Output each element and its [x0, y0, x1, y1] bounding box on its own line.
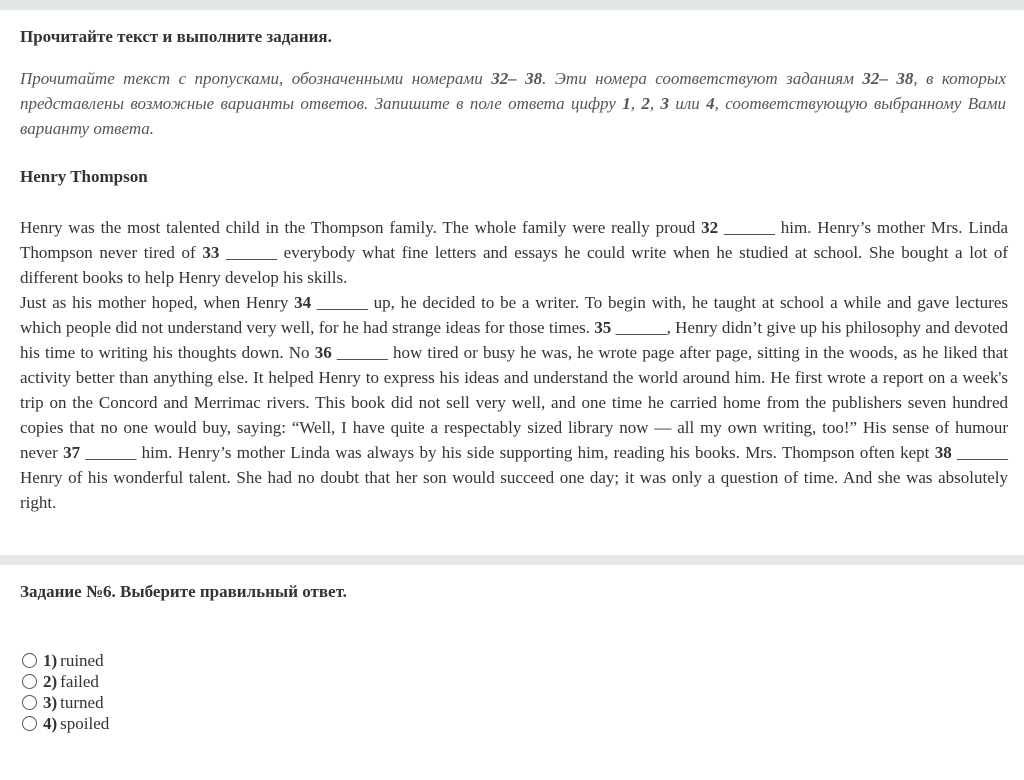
top-divider-bar: [0, 0, 1024, 10]
passage-body: [20, 215, 1008, 515]
option-label: failed: [60, 671, 99, 691]
passage-text: ______ up, he decided to be a writer. To begin with, he taught at school a while and gave lectures which people did not understand very well, for he had strange ideas for those times.: [20, 293, 1008, 337]
gap-number-35: 35: [594, 318, 612, 337]
instr-text: , в которых представлены возможные варианты ответов. Запишите в поле ответа цифру: [20, 69, 1006, 113]
radio-button[interactable]: [22, 695, 37, 710]
option-label: turned: [60, 692, 104, 712]
radio-button[interactable]: [22, 716, 37, 731]
instr-text: ,: [630, 94, 642, 113]
answer-option-3[interactable]: [20, 692, 109, 713]
instr-text: ,: [649, 94, 661, 113]
option-number: 1): [43, 650, 58, 670]
gap-number-33: 33: [202, 243, 220, 262]
instr-range: 32– 38: [862, 69, 914, 88]
instr-digit: 3: [660, 94, 669, 113]
passage-paragraph-1: [20, 215, 1008, 290]
passage-text: Henry was the most talented child in the Thompson family. The whole family were really proud: [20, 218, 702, 237]
passage-text: Just as his mother hoped, when Henry: [20, 293, 295, 312]
instr-text: , соответствующую выбранному Вами варианту ответа.: [20, 94, 1007, 138]
instr-text: или: [668, 94, 707, 113]
passage-title: Henry Thompson: [20, 167, 148, 186]
gap-number-36: 36: [314, 343, 332, 362]
answer-option-2[interactable]: [20, 671, 109, 692]
option-number: 2): [43, 671, 58, 691]
instr-text: Прочитайте текст с пропусками, обозначенными номерами: [20, 69, 492, 88]
gap-number-34: 34: [294, 293, 312, 312]
radio-button[interactable]: [22, 674, 37, 689]
question-title: Задание №6. Выберите правильный ответ.: [20, 582, 347, 601]
gap-number-32: 32: [701, 218, 719, 237]
passage-paragraph-2: [20, 290, 1008, 515]
passage-text: ______ Henry of his wonderful talent. She had no doubt that her son would succeed one day; it was only a question of time. And she was absolutely right.: [20, 443, 1008, 512]
passage-text: ______ how tired or busy he was, he wrote page after page, sitting in the woods, as he liked that activity better than anything else. It helped Henry to express his ideas and understand the world around him. He first wrote a report on a week's trip on the Concord and Merrimac rivers. This book did not sell very well, and one time he carried home from the publishers seven hundred copies that no one would buy, saying: “Well, I have quite a respectably sized library now — all my own writing, too!” His sense of humour never: [20, 343, 1009, 462]
section-divider-bar: [0, 555, 1024, 565]
option-number: 4): [43, 713, 58, 733]
radio-button[interactable]: [22, 653, 37, 668]
instr-digit: 2: [641, 94, 650, 113]
instr-range: 32– 38: [491, 69, 543, 88]
answer-option-1[interactable]: [20, 650, 109, 671]
answer-options: [20, 650, 109, 734]
gap-number-37: 37: [63, 443, 81, 462]
passage-text: ______, Henry didn’t give up his philosophy and devoted his time to writing his thoughts down. No: [20, 318, 1009, 362]
option-label: spoiled: [60, 713, 110, 733]
answer-option-4[interactable]: [20, 713, 109, 734]
passage-text: ______ him. Henry’s mother Mrs. Linda Thompson never tired of: [20, 218, 1008, 262]
instr-digit: 4: [706, 94, 715, 113]
instr-digit: 1: [622, 94, 631, 113]
passage-text: ______ everybody what fine letters and essays he could write when he studied at school. She bought a lot of different books to help Henry develop his skills.: [20, 243, 1008, 287]
instructions: [20, 66, 1006, 141]
instr-text: . Эти номера соответствуют заданиям: [542, 69, 863, 88]
option-number: 3): [43, 692, 58, 712]
task-title: Прочитайте текст и выполните задания.: [20, 27, 332, 46]
option-label: ruined: [60, 650, 104, 670]
passage-text: ______ him. Henry’s mother Linda was always by his side supporting him, reading his books. Mrs. Thompson often kept: [80, 443, 935, 462]
gap-number-38: 38: [934, 443, 952, 462]
